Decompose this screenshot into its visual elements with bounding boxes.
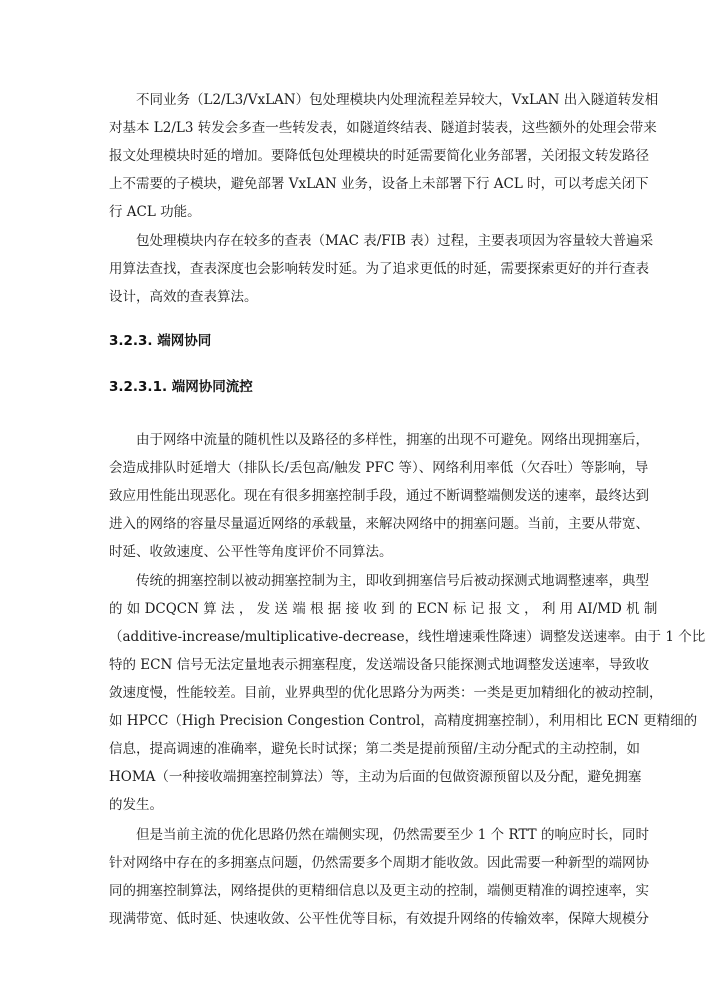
paragraph-5-line-3: 同的拥塞控制算法，网络提供的更精细信息以及更主动的控制，端侧更精准的调控速率，实 [109,883,649,899]
paragraph-4-line-8: HOMA（一种接收端拥塞控制算法）等，主动为后面的包做资源预留以及分配，避免拥塞 [109,769,642,785]
paragraph-5-line-1: 但是当前主流的优化思路仍然在端侧实现，仍然需要至少 1 个 RTT 的响应时长，同时 [136,827,649,843]
paragraph-2-line-3: 设计，高效的查表算法。 [109,289,258,305]
paragraph-3-line-5: 时延、收敛速度、公平性等角度评价不同算法。 [109,544,393,560]
paragraph-3-line-3: 致应用性能出现恶化。现在有很多拥塞控制手段，通过不断调整端侧发送的速率，最终达到 [109,488,649,504]
paragraph-3-line-4: 进入的网络的容量尽量逼近网络的承载量，来解决网络中的拥塞问题。当前，主要从带宽、 [109,516,649,532]
paragraph-1-line-4: 上不需要的子模块，避免部署 VxLAN 业务，设备上未部署下行 ACL 时，可以考虑关闭下 [109,176,649,192]
paragraph-4-line-4: 特的 ECN 信号无法定量地表示拥塞程度，发送端设备只能探测式地调整发送速率，导致收 [109,657,650,673]
paragraph-1-line-2: 对基本 L2/L3 转发会多查一些转发表，如隧道终结表、隧道封装表，这些额外的处理会带来 [109,120,657,136]
paragraph-4-line-6: 如 HPCC（High Precision Congestion Control，高精度拥塞控制），利用相比 ECN 更精细的 [109,713,698,729]
paragraph-5-line-4: 现满带宽、低时延、快速收敛、公平性优等目标，有效提升网络的传输效率，保障大规模分 [109,911,649,927]
paragraph-4-line-1: 传统的拥塞控制以被动拥塞控制为主，即收到拥塞信号后被动探测式地调整速率，典型 [136,573,649,589]
paragraph-2-line-1: 包处理模块内存在较多的查表（MAC 表/FIB 表）过程，主要表项因为容量较大普遍采 [136,233,654,249]
paragraph-2-line-2: 用算法查找，查表深度也会影响转发时延。为了追求更低的时延，需要探索更好的并行查表 [109,261,649,277]
paragraph-5-line-2: 针对网络中存在的多拥塞点问题，仍然需要多个周期才能收敛。因此需要一种新型的端网协 [109,855,649,871]
section-heading-3-2-3-1: 3.2.3.1. 端网协同流控 [109,379,253,395]
paragraph-3-line-1: 由于网络中流量的随机性以及路径的多样性，拥塞的出现不可避免。网络出现拥塞后， [136,432,649,448]
paragraph-4-line-9: 的发生。 [109,797,163,813]
paragraph-3-line-2: 会造成排队时延增大（排队长/丢包高/触发 PFC 等）、网络利用率低（欠吞吐）等影响，导 [109,460,649,476]
paragraph-1-line-1: 不同业务（L2/L3/VxLAN）包处理模块内处理流程差异较大，VxLAN 出入隧道转发相 [136,92,659,108]
paragraph-4-line-2: 的 如 DCQCN 算 法 ， 发 送 端 根 据 接 收 到 的 ECN 标 记 报 文 ， 利 用 AI/MD 机 制 [109,601,658,617]
paragraph-4-line-5: 敛速度慢，性能较差。目前，业界典型的优化思路分为两类：一类是更加精细化的被动控制， [109,685,663,701]
paragraph-4-line-7: 信息，提高调速的准确率，避免长时试探；第二类是提前预留/主动分配式的主动控制，如 [109,741,641,757]
paragraph-1-line-5: 行 ACL 功能。 [109,204,201,220]
paragraph-4-line-3: （additive-increase/multiplicative-decrease，线性增速乘性降速）调整发送速率。由于 1 个比 [109,629,706,645]
paragraph-1-line-3: 报文处理模块时延的增加。要降低包处理模块的时延需要简化业务部署，关闭报文转发路径 [109,148,649,164]
section-heading-3-2-3: 3.2.3. 端网协同 [109,333,212,349]
